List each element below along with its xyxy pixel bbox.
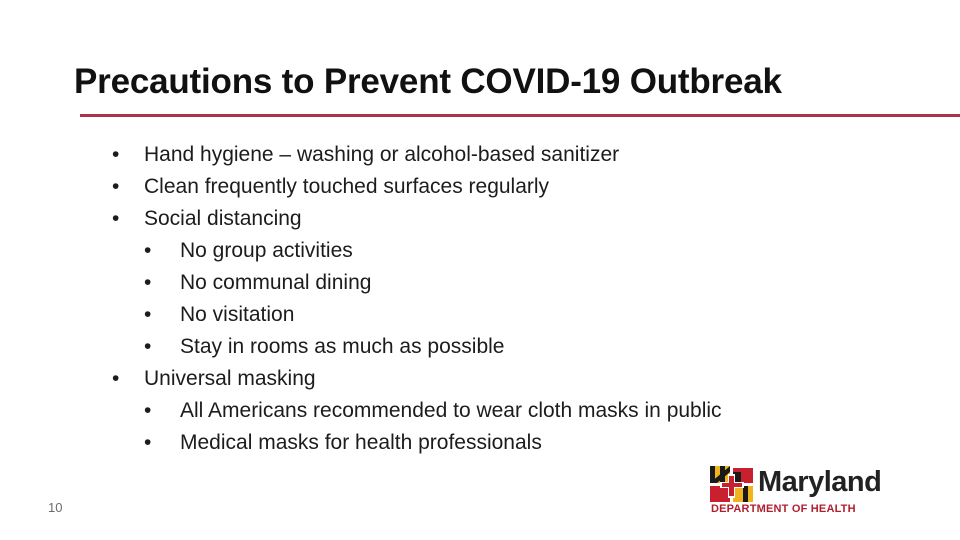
logo-department: DEPARTMENT OF HEALTH (711, 503, 856, 515)
bullet-text: No communal dining (180, 271, 372, 294)
bullet-marker: • (144, 303, 152, 326)
logo-wordmark: Maryland (758, 466, 882, 498)
page-number: 10 (48, 500, 63, 515)
bullet-marker: • (144, 431, 152, 454)
bullet-marker: • (112, 367, 120, 390)
bullet-marker: • (144, 399, 152, 422)
bullet-marker: • (112, 207, 120, 230)
bullet-text: Hand hygiene – washing or alcohol-based sanitizer (144, 143, 620, 166)
bullet-text: All Americans recommended to wear cloth masks in public (180, 399, 722, 422)
bullet-marker: • (144, 335, 152, 358)
bullet-marker: • (144, 239, 152, 262)
bullet-marker: • (112, 175, 120, 198)
bullet-text: No visitation (180, 303, 295, 326)
bullet-text: Universal masking (144, 367, 316, 390)
title-divider (80, 114, 960, 117)
bullet-text: Stay in rooms as much as possible (180, 335, 505, 358)
maryland-flag-cross-icon (708, 464, 756, 504)
bullet-text: Social distancing (144, 207, 302, 230)
bullet-marker: • (112, 143, 120, 166)
slide-title: Precautions to Prevent COVID-19 Outbreak (74, 62, 782, 101)
bullet-marker: • (144, 271, 152, 294)
bullet-text: No group activities (180, 239, 353, 262)
maryland-health-logo (708, 462, 900, 518)
bullet-text: Medical masks for health professionals (180, 431, 542, 454)
bullet-text: Clean frequently touched surfaces regularly (144, 175, 550, 198)
